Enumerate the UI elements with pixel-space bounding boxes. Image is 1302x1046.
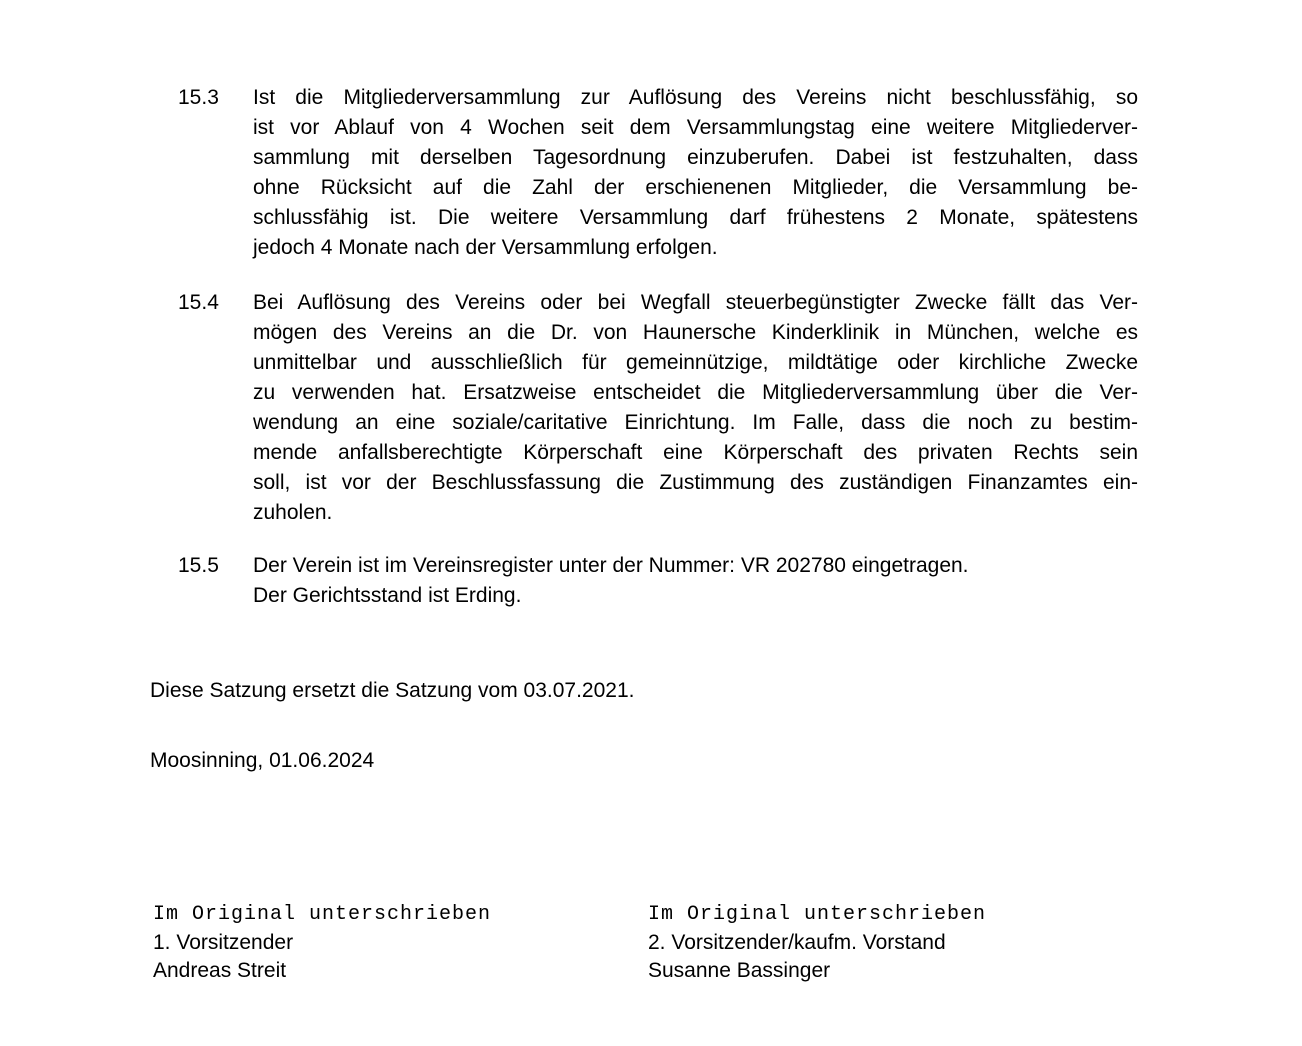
text-line: soll, ist vor der Beschlussfassung die Zustimmung des zuständigen Finanzamtes ein- [253,471,1138,494]
text-line: Der Verein ist im Vereinsregister unter der Nummer: VR 202780 eingetragen. [253,554,969,577]
section-number: 15.3 [178,86,219,109]
text-line: sammlung mit derselben Tagesordnung einzuberufen. Dabei ist festzuhalten, dass [253,146,1138,169]
text-line: mende anfallsberechtigte Körperschaft eine Körperschaft des privaten Rechts sein [253,441,1138,464]
signed-in-original-note: Im Original unterschrieben [648,903,987,926]
section-15-3 [178,83,1138,263]
signed-in-original-note: Im Original unterschrieben [153,903,492,926]
section-body [253,551,1138,611]
text-line: zu verwenden hat. Ersatzweise entscheidet die Mitgliederversammlung über die Ver- [253,381,1138,404]
satzung-replacement-note: Diese Satzung ersetzt die Satzung vom 03.07.2021. [150,679,635,702]
section-15-5 [178,551,1138,611]
text-line: wendung an eine soziale/caritative Einrichtung. Im Falle, dass die noch zu bestim- [253,411,1138,434]
text-line: Bei Auflösung des Vereins oder bei Wegfall steuerbegünstigter Zwecke fällt das Ver- [253,291,1138,314]
text-line: schlussfähig ist. Die weitere Versammlung darf frühestens 2 Monate, spätestens [253,206,1138,229]
section-number: 15.4 [178,291,219,314]
text-line: ohne Rücksicht auf die Zahl der erschienenen Mitglieder, die Versammlung be- [253,176,1138,199]
signer-role: 2. Vorsitzender/kaufm. Vorstand [648,931,946,954]
text-line: unmittelbar und ausschließlich für gemeinnützige, mildtätige oder kirchliche Zwecke [253,351,1138,374]
section-body [253,83,1138,263]
section-15-4 [178,288,1138,528]
text-line: Der Gerichtsstand ist Erding. [253,584,522,607]
section-number: 15.5 [178,554,219,577]
text-line: Ist die Mitgliederversammlung zur Auflösung des Vereins nicht beschlussfähig, so [253,86,1138,109]
signature-block-second-chairman [648,901,986,985]
text-line: ist vor Ablauf von 4 Wochen seit dem Versammlungstag eine weitere Mitgliederver- [253,116,1138,139]
signature-block-first-chairman [153,901,491,985]
text-line: mögen des Vereins an die Dr. von Haunersche Kinderklinik in München, welche es [253,321,1138,344]
text-line: jedoch 4 Monate nach der Versammlung erfolgen. [253,236,718,259]
signer-name: Susanne Bassinger [648,959,831,982]
text-line: zuholen. [253,501,333,524]
section-body [253,288,1138,528]
signer-role: 1. Vorsitzender [153,931,294,954]
signer-name: Andreas Streit [153,959,287,982]
place-date-line: Moosinning, 01.06.2024 [150,749,375,772]
